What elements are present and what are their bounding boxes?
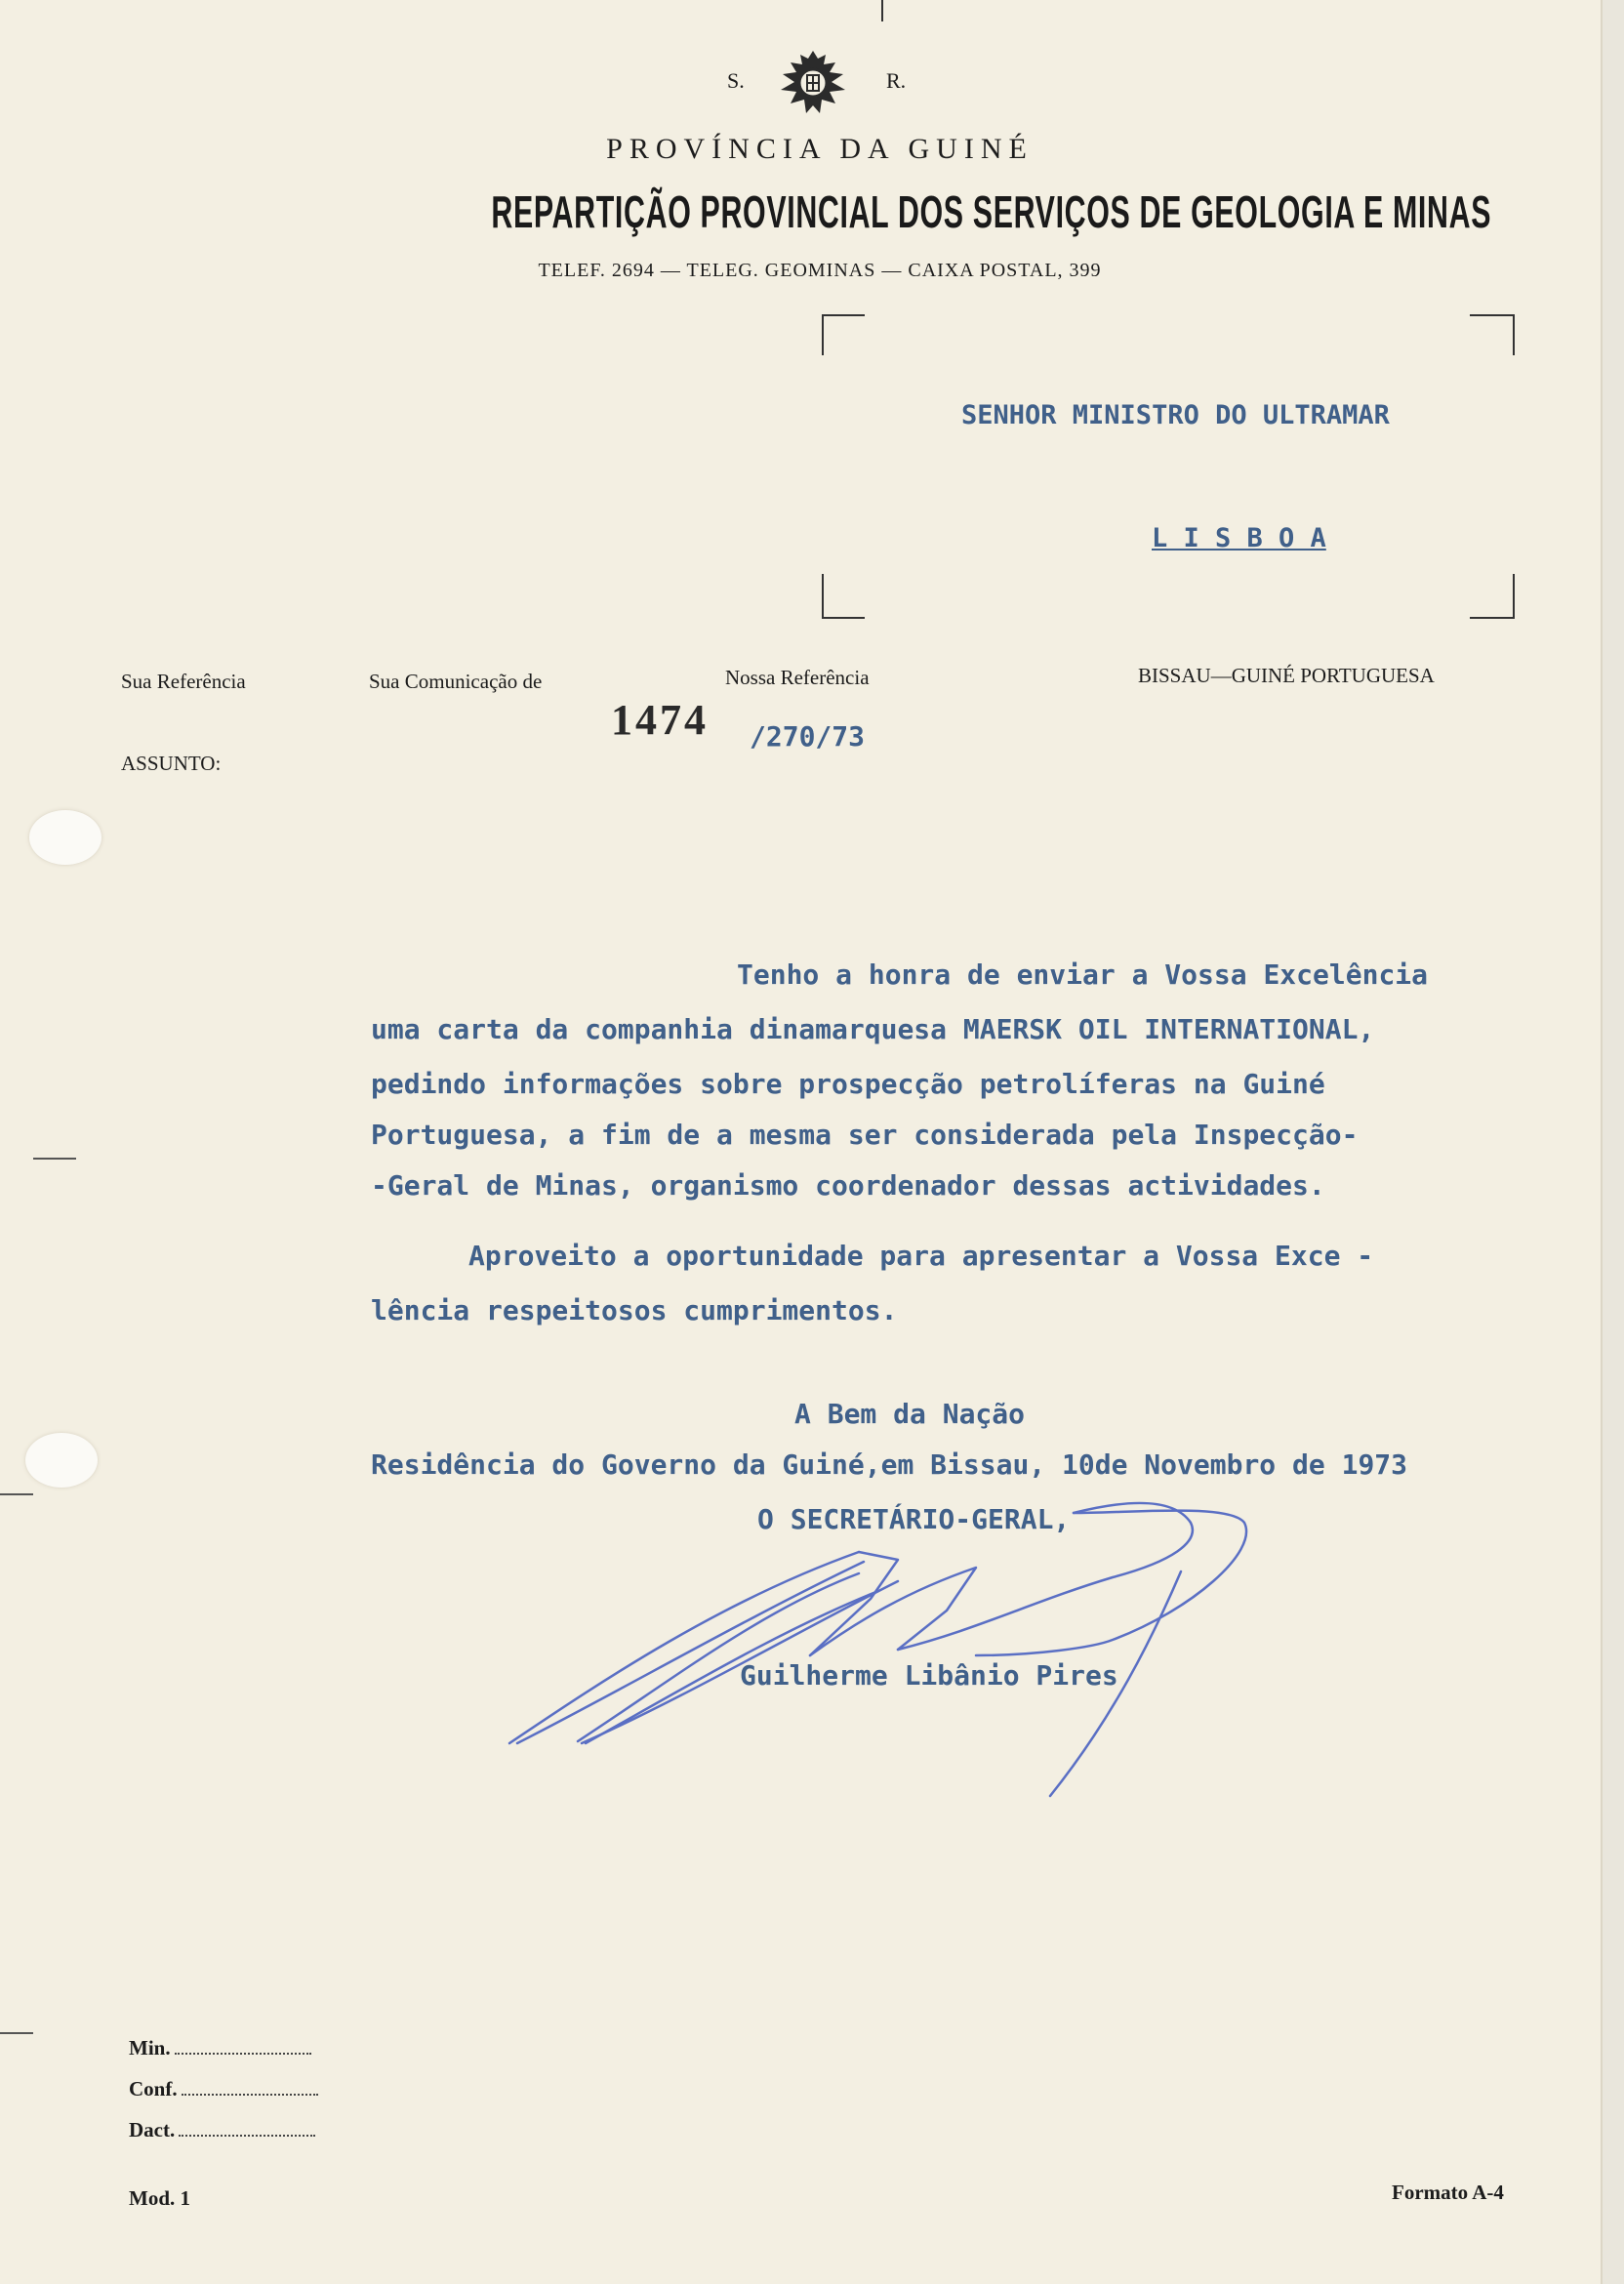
window-corner-top-left: [822, 314, 865, 355]
body-p1-line-1: Tenho a honra de enviar a Vossa Excelência: [737, 958, 1429, 991]
model-label: Mod. 1: [129, 2186, 190, 2210]
handwritten-signature: [488, 1484, 1269, 1815]
body-p1-line-3: pedindo informações sobre prospecção petrolíferas na Guiné: [371, 1068, 1325, 1100]
body-p1-line-2: uma carta da companhia dinamarquesa MAERSK OIL INTERNATIONAL,: [371, 1013, 1375, 1045]
reference-number-stamp: 1474: [611, 696, 709, 744]
dact-field: [129, 2118, 315, 2142]
body-p2-line-2: lência respeitosos cumprimentos.: [371, 1294, 898, 1326]
contact-line: TELEF. 2694 — TELEG. GEOMINAS — CAIXA POSTAL, 399: [538, 260, 1102, 281]
fold-mark-left-2: [0, 1493, 33, 1495]
conf-field: [129, 2077, 318, 2101]
letterhead-r: R.: [886, 68, 907, 93]
format-label: Formato A-4: [1392, 2181, 1504, 2204]
sua-comunicacao-label: Sua Comunicação de: [369, 670, 543, 693]
nossa-referencia-label: Nossa Referência: [725, 666, 870, 689]
coat-of-arms-icon: [767, 47, 859, 121]
conf-line: [182, 2094, 318, 2096]
office-title: REPARTIÇÃO PROVINCIAL DOS SERVIÇOS DE GEOLOGIA E MINAS: [491, 186, 1492, 237]
punch-hole-bottom: [25, 1433, 98, 1488]
body-p1-line-4: Portuguesa, a fim de a mesma ser considerada pela Inspecção-: [371, 1119, 1359, 1151]
dact-label: Dact.: [129, 2118, 176, 2141]
province-title: PROVÍNCIA DA GUINÉ: [606, 133, 1034, 165]
window-corner-bottom-left: [822, 574, 865, 619]
signatory-name: Guilherme Libânio Pires: [740, 1659, 1118, 1692]
sua-referencia-label: Sua Referência: [121, 670, 246, 693]
min-line: [175, 2053, 311, 2055]
body-p2-line-1: Aproveito a oportunidade para apresentar a Vossa Exce -: [468, 1240, 1374, 1272]
top-fold-mark: [881, 0, 883, 21]
window-corner-top-right: [1470, 314, 1515, 355]
addressee-line-1: SENHOR MINISTRO DO ULTRAMAR: [961, 400, 1390, 430]
assunto-label: ASSUNTO:: [121, 752, 222, 775]
closing-motto: A Bem da Nação: [794, 1398, 1026, 1430]
min-field: [129, 2036, 311, 2060]
fold-mark-left-3: [0, 2032, 33, 2034]
body-p1-line-5: -Geral de Minas, organismo coordenador dessas actividades.: [371, 1169, 1325, 1202]
addressee-line-2: L I S B O A: [1152, 523, 1326, 553]
letterhead-s: S.: [727, 68, 745, 93]
closing-place-date: Residência do Governo da Guiné,em Bissau, 10de Novembro de 1973: [371, 1448, 1408, 1481]
window-corner-bottom-right: [1470, 574, 1515, 619]
min-label: Min.: [129, 2036, 171, 2060]
reference-number-typed: /270/73: [750, 720, 866, 753]
dact-line: [179, 2135, 315, 2137]
fold-mark-left-1: [33, 1158, 76, 1160]
conf-label: Conf.: [129, 2077, 178, 2100]
closing-title: O SECRETÁRIO-GERAL,: [757, 1503, 1071, 1535]
location-label: BISSAU—GUINÉ PORTUGUESA: [1138, 664, 1435, 687]
punch-hole-top: [29, 810, 102, 865]
